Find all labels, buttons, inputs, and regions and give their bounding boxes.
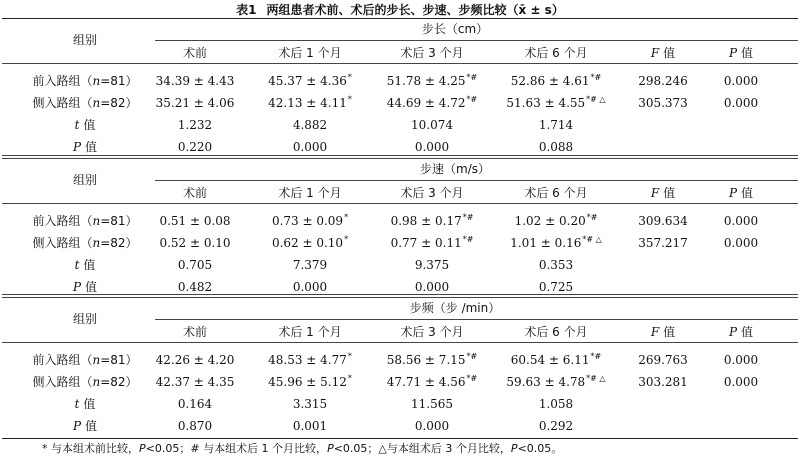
measure-title: 步频（步 /min） (409, 301, 501, 315)
table-cell: 45.96 ± 5.12* (268, 374, 352, 389)
f-value-cell: 357.217 (638, 236, 688, 250)
table-cell: 0.482 (177, 280, 213, 294)
row-label: P 值 (73, 419, 97, 433)
significance-marker: *# (466, 374, 478, 383)
table-cell: 58.56 ± 7.15*# (386, 352, 478, 367)
column-header-f: F 值 (650, 186, 676, 200)
column-header-time: 术前 (182, 186, 208, 200)
column-header-time: 术后 1 个月 (278, 186, 342, 200)
table-cell: 0.870 (177, 419, 213, 433)
table-cell: 1.232 (177, 118, 213, 132)
row-label: 侧入路组（n=82） (32, 96, 138, 110)
table-cell: 0.77 ± 0.11*# (390, 235, 474, 250)
table-cell: 35.21 ± 4.06 (155, 96, 235, 110)
header-bottom-rule (2, 342, 798, 343)
p-value-cell: 0.000 (723, 236, 759, 250)
column-header-time: 术后 3 个月 (400, 186, 464, 200)
column-header-time: 术后 6 个月 (524, 186, 588, 200)
table-cell: 1.058 (538, 397, 574, 411)
row-label: 侧入路组（n=82） (32, 236, 138, 250)
table-cell: 0.62 ± 0.10* (271, 235, 349, 250)
column-header-time: 术前 (182, 46, 208, 60)
table-cell: 9.375 (414, 258, 450, 272)
row-label: P 值 (73, 280, 97, 294)
f-value-cell: 269.763 (638, 353, 688, 367)
section-divider (2, 155, 798, 156)
significance-marker: *# △ (586, 95, 606, 104)
measure-title: 步长（cm） (421, 22, 489, 36)
row-label: 前入路组（n=81） (32, 214, 138, 228)
section-divider (2, 158, 798, 159)
table-cell: 59.63 ± 4.78*# △ (506, 374, 606, 389)
column-header-f: F 值 (650, 325, 676, 339)
significance-marker: * (347, 374, 352, 383)
table-cell: 48.53 ± 4.77* (268, 352, 352, 367)
table-cell: 0.001 (292, 419, 328, 433)
table-cell: 0.164 (177, 397, 213, 411)
p-value-cell: 0.000 (723, 214, 759, 228)
section-divider (2, 297, 798, 298)
row-label: t 值 (74, 397, 96, 411)
column-header-time: 术后 1 个月 (278, 46, 342, 60)
significance-marker: *# (590, 352, 602, 361)
significance-marker: *# △ (586, 374, 606, 383)
column-header-p: P 值 (729, 186, 753, 200)
column-header-f: F 值 (650, 46, 676, 60)
measure-underline (155, 40, 798, 41)
table-cell: 0.220 (177, 140, 213, 154)
significance-marker: *# △ (582, 235, 602, 244)
significance-marker: * (344, 213, 349, 222)
table-cell: 0.000 (414, 419, 450, 433)
measure-underline (155, 180, 798, 181)
table-cell: 0.292 (538, 419, 574, 433)
f-value-cell: 298.246 (638, 74, 688, 88)
row-label: t 值 (74, 258, 96, 272)
significance-marker: *# (462, 235, 474, 244)
significance-marker: * (347, 73, 352, 82)
row-header-label: 组别 (72, 312, 98, 326)
table-cell: 42.37 ± 4.35 (155, 375, 235, 389)
table-cell: 0.000 (414, 280, 450, 294)
column-header-time: 术前 (182, 325, 208, 339)
row-label: 前入路组（n=81） (32, 353, 138, 367)
row-label: P 值 (73, 140, 97, 154)
table-cell: 0.52 ± 0.10 (159, 236, 231, 250)
table-cell: 0.000 (292, 280, 328, 294)
table-cell: 44.69 ± 4.72*# (386, 95, 478, 110)
table-bottom-rule (2, 438, 798, 439)
significance-marker: *# (466, 352, 478, 361)
table-cell: 60.54 ± 6.11*# (510, 352, 602, 367)
p-value-cell: 0.000 (723, 375, 759, 389)
table-cell: 3.315 (292, 397, 328, 411)
p-value-cell: 0.000 (723, 74, 759, 88)
column-header-p: P 值 (729, 325, 753, 339)
significance-marker: *# (590, 73, 602, 82)
column-header-time: 术后 1 个月 (278, 325, 342, 339)
table-cell: 52.86 ± 4.61*# (510, 73, 602, 88)
f-value-cell: 303.281 (638, 375, 688, 389)
table-cell: 0.51 ± 0.08 (159, 214, 231, 228)
table-cell: 0.705 (177, 258, 213, 272)
table-number: 表1 (236, 3, 257, 17)
table-cell: 0.353 (538, 258, 574, 272)
column-header-time: 术后 6 个月 (524, 325, 588, 339)
table-cell: 11.565 (411, 397, 453, 411)
table-cell: 0.73 ± 0.09* (271, 213, 349, 228)
significance-marker: *# (586, 213, 598, 222)
table-cell: 45.37 ± 4.36* (268, 73, 352, 88)
significance-marker: * (347, 95, 352, 104)
row-header-label: 组别 (72, 173, 98, 187)
section-divider (2, 294, 798, 295)
table-cell: 1.01 ± 0.16*# △ (510, 235, 602, 250)
table-cell: 42.13 ± 4.11* (268, 95, 352, 110)
row-header-label: 组别 (72, 33, 98, 47)
table-cell: 1.02 ± 0.20*# (514, 213, 598, 228)
table-cell: 0.000 (414, 140, 450, 154)
table-top-rule (2, 18, 798, 19)
table-cell: 34.39 ± 4.43 (155, 74, 235, 88)
column-header-p: P 值 (729, 46, 753, 60)
p-value-cell: 0.000 (723, 96, 759, 110)
significance-marker: *# (462, 213, 474, 222)
significance-marker: * (344, 235, 349, 244)
measure-underline (155, 319, 798, 320)
measure-title: 步速（m/s） (420, 162, 490, 176)
table-cell: 7.379 (292, 258, 328, 272)
table-cell: 51.78 ± 4.25*# (386, 73, 478, 88)
table-cell: 0.98 ± 0.17*# (390, 213, 474, 228)
table-cell: 42.26 ± 4.20 (155, 353, 235, 367)
table-cell: 1.714 (538, 118, 574, 132)
header-bottom-rule (2, 63, 798, 64)
f-value-cell: 309.634 (638, 214, 688, 228)
significance-marker: * (347, 352, 352, 361)
significance-marker: *# (466, 95, 478, 104)
table-cell: 0.000 (292, 140, 328, 154)
table-footnote: * 与本组术前比较，P<0.05；# 与本组术后 1 个月比较，P<0.05；△与本组术后 3 个月比较，P<0.05。 (42, 442, 563, 455)
row-label: 前入路组（n=81） (32, 74, 138, 88)
table-cell: 4.882 (292, 118, 328, 132)
table-caption (0, 2, 800, 18)
table-cell: 0.088 (538, 140, 574, 154)
p-value-cell: 0.000 (723, 353, 759, 367)
significance-marker: *# (466, 73, 478, 82)
column-header-time: 术后 3 个月 (400, 325, 464, 339)
row-label: t 值 (74, 118, 96, 132)
table-cell: 0.725 (538, 280, 574, 294)
f-value-cell: 305.373 (638, 96, 688, 110)
table-cell: 47.71 ± 4.56*# (386, 374, 478, 389)
table-cell: 10.074 (411, 118, 453, 132)
table-title: 两组患者术前、术后的步长、步速、步频比较（x̄ ± s） (266, 3, 564, 17)
column-header-time: 术后 3 个月 (400, 46, 464, 60)
table-cell: 51.63 ± 4.55*# △ (506, 95, 606, 110)
header-bottom-rule (2, 203, 798, 204)
row-label: 侧入路组（n=82） (32, 375, 138, 389)
column-header-time: 术后 6 个月 (524, 46, 588, 60)
